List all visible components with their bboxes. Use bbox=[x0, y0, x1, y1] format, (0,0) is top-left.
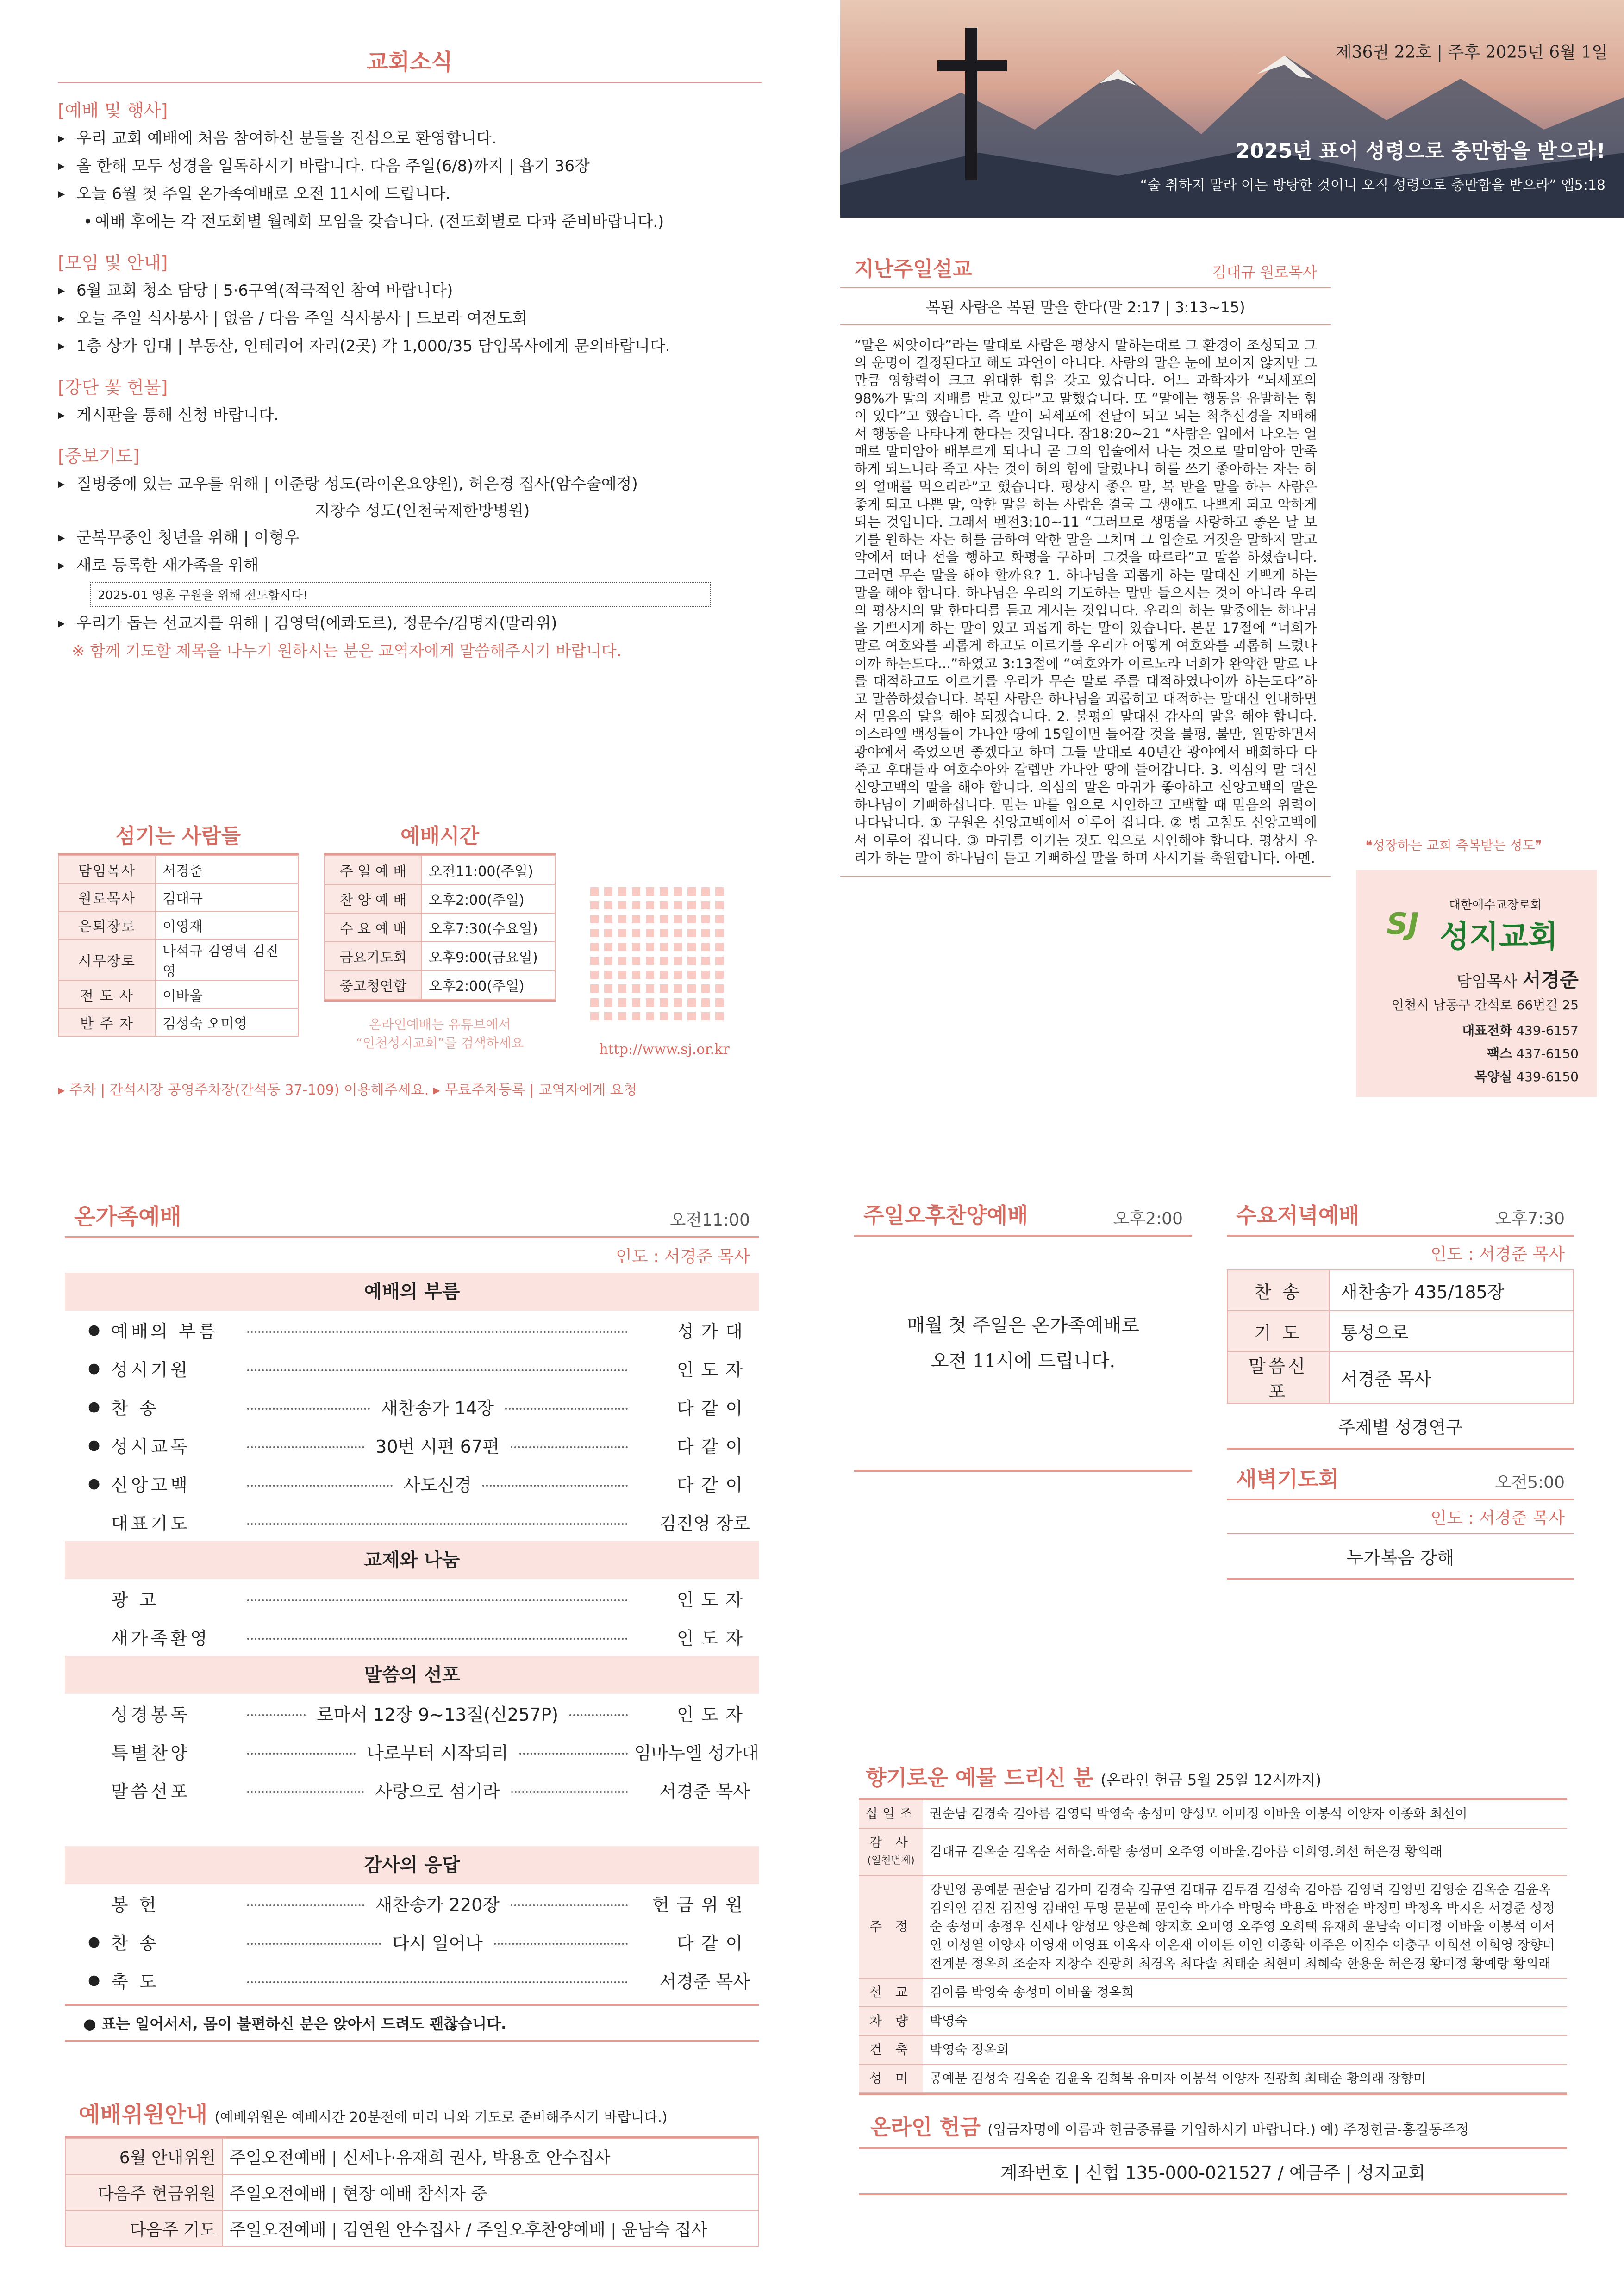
order-person: 다같이 bbox=[676, 1933, 750, 1954]
committee-note: (예배위원은 예배시간 20분전에 미리 나와 기도로 준비해주시기 바랍니다.) bbox=[214, 2109, 668, 2126]
table-cell: 이바울 bbox=[156, 981, 298, 1008]
sermon-author: 김대규 원로목사 bbox=[1212, 263, 1317, 281]
committee-table bbox=[65, 2138, 759, 2247]
qr-code-icon[interactable] bbox=[590, 882, 729, 1020]
table-cell: 오후2:00(주일) bbox=[422, 971, 555, 999]
order-band: 감사의 응답 bbox=[65, 1846, 759, 1884]
order-item: 찬 송 bbox=[111, 1398, 159, 1419]
dawn-time: 오전5:00 bbox=[1495, 1473, 1565, 1492]
order-row bbox=[65, 1732, 759, 1771]
table-cell: 말씀선포 bbox=[1227, 1351, 1329, 1403]
dawn-leader: 인도 : 서경준 목사 bbox=[1430, 1509, 1565, 1528]
table-cell: 전 도 사 bbox=[58, 981, 156, 1008]
news-item: ▸ 6월 교회 청소 담당 | 5·6구역(적극적인 참여 바랍니다) bbox=[58, 277, 762, 305]
motto-verse: “술 취하지 말라 이는 방탕한 것이니 오직 성령으로 충만함을 받으라” 엡5:18 bbox=[1140, 177, 1605, 193]
church-card bbox=[1356, 870, 1597, 1097]
order-detail: 새찬송가 220장 bbox=[375, 1895, 500, 1915]
standing-marker: ● bbox=[88, 1360, 100, 1376]
order-item: 새가족환영 bbox=[111, 1628, 210, 1649]
prayer-box: 2025-01 영혼 구원을 위해 전도합시다! bbox=[90, 582, 711, 607]
order-person: 임마누엘 성가대 bbox=[634, 1743, 759, 1763]
news-section bbox=[58, 44, 762, 665]
table-cell: 주일오전예배 | 김연원 안수집사 / 주일오후찬양예배 | 윤남숙 집사 bbox=[223, 2210, 759, 2246]
committee-title: 예배위원안내 bbox=[79, 2102, 208, 2128]
offering-type: 주 정 bbox=[869, 1919, 913, 1934]
wed-time: 오후7:30 bbox=[1495, 1209, 1565, 1228]
order-item: 예배의 부름 bbox=[111, 1321, 219, 1342]
table-cell: 원로목사 bbox=[58, 884, 156, 911]
offering-names: 김아름 박영숙 송성미 이바울 정옥희 bbox=[923, 1978, 1567, 2007]
order-band: 말씀의 선포 bbox=[65, 1656, 759, 1694]
table-cell: 금요기도회 bbox=[325, 942, 422, 971]
offering-row bbox=[859, 1800, 1567, 1828]
order-row bbox=[65, 1923, 759, 1961]
wed-table bbox=[1227, 1269, 1574, 1404]
offering-names: 공예분 김성숙 김옥순 김윤옥 김희복 유미자 이봉석 이양자 진광희 최태순 황의래 장향미 bbox=[923, 2064, 1567, 2093]
order-person: 다같이 bbox=[676, 1398, 750, 1419]
order-person: 인도자 bbox=[676, 1628, 750, 1649]
fax-label: 팩스 bbox=[1487, 1046, 1512, 1061]
bank-account: 계좌번호 | 신협 135-000-021527 / 예금주 | 성지교회 bbox=[1000, 2163, 1425, 2183]
table-cell: 6월 안내위원 bbox=[65, 2138, 223, 2174]
table-cell: 주 일 예 배 bbox=[325, 856, 422, 884]
dawn-topic: 누가복음 강해 bbox=[1346, 1548, 1455, 1568]
news-item: ▸ 오늘 주일 식사봉사 | 없음 / 다음 주일 식사봉사 | 드보라 여전도회 bbox=[58, 305, 762, 332]
church-name: 성지교회 bbox=[1440, 919, 1558, 954]
table-cell: 주일오전예배 | 신세나·유재희 권사, 박용호 안수집사 bbox=[223, 2138, 759, 2174]
table-cell: 김대규 bbox=[156, 884, 298, 911]
order-item: 말씀선포 bbox=[111, 1781, 190, 1802]
offering-type: 건 축 bbox=[869, 2042, 913, 2057]
order-item: 성시기원 bbox=[111, 1360, 190, 1380]
table-cell: 시무장로 bbox=[58, 939, 156, 981]
servers-table bbox=[58, 855, 299, 1037]
sermon-section bbox=[840, 252, 1331, 877]
order-detail: 로마서 12장 9~13절(신257P) bbox=[316, 1705, 559, 1725]
order-row bbox=[65, 1426, 759, 1464]
times-section bbox=[324, 819, 556, 1052]
table-cell: 수 요 예 배 bbox=[325, 913, 422, 942]
table-cell: 찬 양 예 배 bbox=[325, 884, 422, 913]
worship-order bbox=[65, 1199, 759, 2042]
order-band: 교제와 나눔 bbox=[65, 1541, 759, 1579]
servers-title: 섬기는 사람들 bbox=[115, 824, 241, 848]
table-cell: 오후9:00(금요일) bbox=[422, 942, 555, 971]
news-item: ▸ 군복무중인 청년을 위해 | 이형우 bbox=[58, 524, 762, 552]
offering-note: (온라인 헌금 5월 25일 12시까지) bbox=[1100, 1771, 1322, 1789]
order-item: 신앙고백 bbox=[111, 1475, 190, 1495]
prayer-note: ※ 함께 기도할 제목을 나누기 원하시는 분은 교역자에게 말씀해주시기 바랍니다. bbox=[72, 642, 622, 660]
online-note: 온라인예배는 유튜브에서 bbox=[369, 1017, 511, 1032]
order-item: 대표기도 bbox=[111, 1513, 190, 1534]
website-link[interactable]: http://www.sj.or.kr bbox=[599, 1041, 730, 1058]
table-cell: 주일오전예배 | 현장 예배 참석자 중 bbox=[223, 2174, 759, 2210]
order-detail: 나로부터 시작되리 bbox=[367, 1743, 508, 1763]
servers-section bbox=[58, 819, 299, 1037]
standing-marker: ● bbox=[88, 1934, 100, 1950]
offering-type: 감 사 bbox=[869, 1835, 913, 1850]
offering-type: 십일조 bbox=[865, 1806, 917, 1821]
news-item: ▸ 질병중에 있는 교우를 위해 | 이준랑 성도(라이온요양원), 허은경 집사(암수술예정) bbox=[58, 470, 762, 498]
year-motto: 2025년 표어 성령으로 충만함을 받으라! bbox=[1236, 139, 1605, 163]
offering-type: 성 미 bbox=[869, 2071, 913, 2086]
offering-type: 차 량 bbox=[869, 2013, 913, 2028]
table-cell: 나석규 김영덕 김진영 bbox=[156, 939, 298, 981]
standing-marker: ● bbox=[88, 1437, 100, 1453]
order-row bbox=[65, 1961, 759, 1999]
order-row bbox=[65, 1884, 759, 1923]
fax: 437-6150 bbox=[1516, 1046, 1579, 1061]
news-item: ▸ 우리가 돕는 선교지를 위해 | 김영덕(에콰도르), 정문수/김명자(말라위) bbox=[58, 610, 762, 637]
news-subitem: • 예배 후에는 각 전도회별 월례회 모임을 갖습니다. (전도회별로 다과 준비바랍니다.) bbox=[58, 208, 762, 236]
order-row bbox=[65, 1579, 759, 1618]
news-item: ▸ 우리 교회 예배에 처음 참여하신 분들을 진심으로 환영합니다. bbox=[58, 124, 762, 152]
office-label: 목양실 bbox=[1474, 1069, 1512, 1084]
table-cell: 서경준 bbox=[156, 856, 298, 884]
order-row bbox=[65, 1388, 759, 1426]
church-logo-icon: SJ bbox=[1387, 907, 1419, 941]
offering-names: 박영숙 정옥희 bbox=[923, 2035, 1567, 2064]
order-item: 광 고 bbox=[111, 1590, 159, 1610]
order-person: 서경준 목사 bbox=[659, 1781, 750, 1802]
table-cell: 다음주 헌금위원 bbox=[65, 2174, 223, 2210]
offering-row bbox=[859, 1978, 1567, 2007]
offering-row bbox=[859, 2007, 1567, 2035]
offering-row bbox=[859, 2035, 1567, 2064]
office-tel: 439-6150 bbox=[1516, 1069, 1579, 1084]
worship-title: 온가족예배 bbox=[74, 1204, 181, 1230]
order-person: 헌금위원 bbox=[652, 1895, 750, 1915]
order-person: 인도자 bbox=[676, 1705, 750, 1725]
order-row bbox=[65, 1349, 759, 1388]
section-heading: [강단 꽃 헌물] bbox=[58, 377, 168, 398]
table-cell: 기 도 bbox=[1227, 1311, 1329, 1351]
table-cell: 중고청연합 bbox=[325, 971, 422, 999]
news-title: 교회소식 bbox=[367, 49, 453, 75]
standing-marker: ● bbox=[88, 1475, 100, 1492]
section-heading: [예배 및 행사] bbox=[58, 100, 168, 121]
sermon-body: “말은 씨앗이다”라는 말대로 사람은 평상시 말하는대로 그 환경이 조성되고 그의 운명이 결정된다고 해도 과언이 아니다. 사람의 말은 눈에 보이지 않지만 그만큼 영향력이 크고 위대한 힘을 갖고 있습니다. 어느 과학자가 “뇌세포의 98%가 말의 지배를 받고 있다”고 말했습니다. 또 “말에는 행동을 유발하는 힘이 있다”고 했습니다. 즉 말이 뇌세포에 전달이 되고 뇌는 척추신경을 지배해서 행동을 나타나게 한다는 것입니다. 잠18:20~21 “사람은 입에서 나오는 열매로 말미암아 배부르게 되나니 곧 그의 입술에서 나는 것으로 말미암아 만족하게 되느니라 죽고 사는 것이 혀의 힘에 달렸나니 혀를 쓰기 좋아하는 자는 혀의 열매를 먹으리라”고 했습니다. 평상시 좋은 말, 복 받을 말을 하는 사람은 좋게 되고 나쁜 말, 악한 말을 하는 사람은 결국 그 생애도 나쁘게 되고 악하게 되는 것입니다. 그래서 벧전3:10~11 “그러므로 생명을 사랑하고 좋은 날 보기를 원하는 자는 혀를 금하여 악한 말을 그치며 그 입술로 거짓을 말하지 말고 악에서 떠나 선을 행하고 화평을 구하며 그것을 따르라”고 말씀 하셨습니다. 그러면 무슨 말을 해야 할까요? 1. 하나님을 괴롭게 하는 말대신 기쁘게 하는 말을 해야 합니다. 하나님은 우리의 기도하는 말만 들으시는 것이 아니라 우리의 평상시의 말 한마디를 듣고 계시는 것입니다. 우리의 하는 말중에는 하나님을 기쁘시게 하는 말이 있고 괴롭게 하는 말이 있습니다. 본문 17절에 “너희가 말로 여호와를 괴롭게 하고도 이르기를 우리가 어떻게 여호와를 괴롭혀 드렸나이까 하는도다...”하였고 3:13절에 “여호와가 이르노라 너희가 완악한 말로 나를 대적하고도 이르기를 우리가 무슨 말로 주를 대적하였나이까 하는도다”하고 말씀하셨습니다. 복된 사람은 하나님을 괴롭히고 대적하는 말대신 인내하면서 믿음의 말을 해야 되겠습니다. 2. 불평의 말대신 감사의 말을 해야 합니다. 이스라엘 백성들이 가나안 땅에 15일이면 들어갈 것을 불평, 불만, 원망하면서 광야에서 죽었으면 좋겠다고 하며 그들 말대로 40년간 광야에서 배회하다 다 죽고 후대들과 여호수아와 갈렙만 가나안 땅에 들어갑니다. 3. 의심의 말 대신 신앙고백의 말을 해야 합니다. 의심의 말은 마귀가 좋아하고 신앙고백의 말은 하나님이 기뻐하십니다. 믿는 바를 입으로 시인하고 고백할 때 믿음의 위력이 나타납니다. ① 구원은 신앙고백에서 이루어 집니다. ② 병 고침도 신앙고백에서 이루어 집니다. ③ 마귀를 이기는 것도 입으로 시인해야 합니다. 평상시 우리가 하는 말이 하나님이 듣고 기뻐하실 말을 하며 사시기를 축원합니다. 아멘. bbox=[854, 337, 1317, 866]
wed-leader: 인도 : 서경준 목사 bbox=[1430, 1245, 1565, 1264]
order-item: 찬 송 bbox=[111, 1933, 159, 1954]
order-detail: 30번 시편 67편 bbox=[375, 1437, 500, 1457]
news-item: ▸ 오늘 6월 첫 주일 온가족예배로 오전 11시에 드립니다. bbox=[58, 180, 762, 208]
table-cell: 오전11:00(주일) bbox=[422, 856, 555, 884]
offering-names: 김대규 김옥순 김옥순 서하을.하람 송성미 오주영 이바울.김아름 이희영.희선 허은경 황의래 bbox=[923, 1828, 1567, 1875]
afternoon-service bbox=[854, 1199, 1192, 1472]
offering-type: 선 교 bbox=[869, 1985, 913, 2000]
table-cell: 이영재 bbox=[156, 911, 298, 939]
news-item: ▸ 게시판을 통해 신청 바랍니다. bbox=[58, 401, 762, 429]
order-person: 인도자 bbox=[676, 1360, 750, 1380]
table-cell: 다음주 기도 bbox=[65, 2210, 223, 2246]
worship-leader: 인도 : 서경준 목사 bbox=[616, 1247, 750, 1266]
order-person: 인도자 bbox=[676, 1590, 750, 1610]
worship-time: 오전11:00 bbox=[669, 1211, 750, 1230]
offering-title: 향기로운 예물 드리신 분 bbox=[866, 1765, 1094, 1790]
table-cell: 서경준 목사 bbox=[1329, 1351, 1574, 1403]
table-cell: 찬 송 bbox=[1227, 1270, 1329, 1311]
order-row bbox=[65, 1464, 759, 1503]
committee-section bbox=[65, 2097, 759, 2247]
table-cell: 담임목사 bbox=[58, 856, 156, 884]
offering-section bbox=[859, 1761, 1567, 2095]
church-slogan bbox=[1352, 835, 1555, 854]
wednesday-service bbox=[1227, 1199, 1574, 1450]
order-row bbox=[65, 1771, 759, 1809]
order-person: 성가대 bbox=[676, 1321, 750, 1342]
order-row bbox=[65, 1618, 759, 1656]
table-cell: 김성숙 오미영 bbox=[156, 1008, 298, 1036]
header-banner bbox=[840, 0, 1624, 218]
order-item: 봉 헌 bbox=[111, 1895, 159, 1915]
afternoon-msg: 매월 첫 주일은 온가족예배로 bbox=[907, 1315, 1139, 1336]
dawn-service bbox=[1227, 1462, 1574, 1580]
news-item-continued: 지창수 성도(인천국제한방병원) bbox=[315, 502, 530, 520]
times-title: 예배시간 bbox=[400, 824, 479, 848]
table-cell: 새찬송가 435/185장 bbox=[1329, 1270, 1574, 1311]
order-detail: 새찬송가 14장 bbox=[381, 1398, 494, 1419]
online-note: (입금자명에 이름과 헌금종류를 기입하시기 바랍니다.) 예) 주정헌금-홍길동주정 bbox=[987, 2122, 1469, 2138]
order-item: 성경봉독 bbox=[111, 1705, 190, 1725]
offering-names: 강민영 공예분 권순남 김가미 김경숙 김규연 김대규 김무겸 김성숙 김아름 김영덕 김영민 김영순 김옥순 김윤옥 김의연 김진 김진영 김태연 무명 문분예 문인숙 박가수 박명숙 박용호 박점순 박정민 박정옥 박지은 서경준 성정순 송성미 송정우 신세나 양성모 양은혜 양지호 오미영 오주영 오희택 유재희 윤남숙 이미정 이바울 이봉석 이서연 이성열 이양자 이영재 이영표 이옥자 이은재 이이든 이인 이종화 이주은 이진수 이충구 이희선 이희영 장향미 전계분 정옥희 조순자 지창수 진광희 최경옥 최다솔 최태순 최현미 최혜숙 한용운 허은경 황미정 황예랑 황의래 bbox=[923, 1875, 1567, 1978]
wed-topic: 주제별 성경연구 bbox=[1338, 1417, 1463, 1437]
tel: 439-6157 bbox=[1516, 1023, 1579, 1038]
wed-title: 수요저녁예배 bbox=[1236, 1203, 1360, 1228]
order-person: 서경준 목사 bbox=[659, 1972, 750, 1992]
standing-marker: ● bbox=[88, 1399, 100, 1415]
order-person: 다같이 bbox=[676, 1437, 750, 1457]
order-row bbox=[65, 1311, 759, 1349]
online-offering bbox=[859, 2110, 1567, 2195]
order-detail: 다시 일어나 bbox=[392, 1933, 483, 1954]
order-band: 예배의 부름 bbox=[65, 1273, 759, 1311]
issue-info: 제36권 22호 | 주후 2025년 6월 1일 bbox=[1335, 43, 1608, 62]
table-cell: 통성으로 bbox=[1329, 1311, 1574, 1351]
afternoon-msg-2: 오전 11시에 드립니다. bbox=[931, 1350, 1116, 1372]
offering-names: 박영숙 bbox=[923, 2007, 1567, 2035]
order-person: 다같이 bbox=[676, 1475, 750, 1495]
order-item: 축 도 bbox=[111, 1972, 159, 1992]
section-heading: [중보기도] bbox=[58, 446, 140, 467]
order-detail: 사랑으로 섬기라 bbox=[375, 1781, 500, 1802]
order-person: 김진영 장로 bbox=[659, 1513, 750, 1534]
news-item: ▸ 올 한해 모두 성경을 일독하시기 바랍니다. 다음 주일(6/8)까지 | 욥기 36장 bbox=[58, 152, 762, 180]
sermon-title: 지난주일설교 bbox=[854, 257, 973, 281]
cross-icon bbox=[937, 28, 1007, 180]
section-heading: [모임 및 안내] bbox=[58, 253, 168, 273]
table-cell: 반 주 자 bbox=[58, 1008, 156, 1036]
order-row bbox=[65, 1694, 759, 1732]
order-item: 특별찬양 bbox=[111, 1743, 190, 1763]
church-address: 인천시 남동구 간석로 66번길 25 bbox=[1391, 997, 1579, 1013]
table-cell: 은퇴장로 bbox=[58, 911, 156, 939]
offering-type-note: (일천번제) bbox=[867, 1855, 915, 1867]
tel-label: 대표전화 bbox=[1462, 1023, 1512, 1038]
times-table bbox=[324, 855, 556, 1000]
afternoon-time: 오후2:00 bbox=[1113, 1209, 1183, 1228]
order-row bbox=[65, 1503, 759, 1541]
online-title: 온라인 헌금 bbox=[870, 2115, 981, 2140]
pastor-label: 담임목사 bbox=[1456, 972, 1518, 991]
news-item: ▸ 1층 상가 임대 | 부동산, 인테리어 자리(2곳) 각 1,000/35 담임목사에게 문의바랍니다. bbox=[58, 332, 762, 360]
afternoon-title: 주일오후찬양예배 bbox=[863, 1203, 1028, 1228]
offering-row bbox=[859, 1828, 1567, 1875]
offering-table bbox=[859, 1800, 1567, 2093]
online-note-2: “인천성지교회”를 검색하세요 bbox=[356, 1035, 524, 1051]
pastor-name: 서경준 bbox=[1522, 969, 1579, 991]
offering-row bbox=[859, 2064, 1567, 2093]
sermon-subtitle: 복된 사람은 복된 말을 한다(말 2:17 | 3:13~15) bbox=[926, 299, 1245, 316]
standing-marker: ● bbox=[88, 1322, 100, 1338]
offering-names: 권순남 김경숙 김아름 김영덕 박영숙 송성미 양성모 이미정 이바울 이봉석 이양자 이종화 최선이 bbox=[923, 1800, 1567, 1828]
table-cell: ❝성장하는 교회 축복받는 성도❞ bbox=[1365, 838, 1542, 853]
table-cell: 오후2:00(주일) bbox=[422, 884, 555, 913]
news-item: ▸ 새로 등록한 새가족을 위해 bbox=[58, 552, 762, 579]
standing-marker: ● bbox=[88, 1972, 100, 1988]
table-cell: 오후7:30(수요일) bbox=[422, 913, 555, 942]
standing-note: ● 표는 일어서서, 몸이 불편하신 분은 앉아서 드려도 괜찮습니다. bbox=[83, 2015, 507, 2033]
parking-info: ▸ 주차 | 간석시장 공영주차장(간석동 37-109) 이용해주세요. ▸ 무료주차등록 | 교역자에게 요청 bbox=[58, 1082, 637, 1098]
offering-row bbox=[859, 1875, 1567, 1978]
order-detail: 사도신경 bbox=[403, 1475, 472, 1495]
denomination: 대한예수교장로회 bbox=[1449, 898, 1542, 912]
dawn-title: 새벽기도회 bbox=[1236, 1467, 1339, 1492]
order-item: 성시교독 bbox=[111, 1437, 190, 1457]
